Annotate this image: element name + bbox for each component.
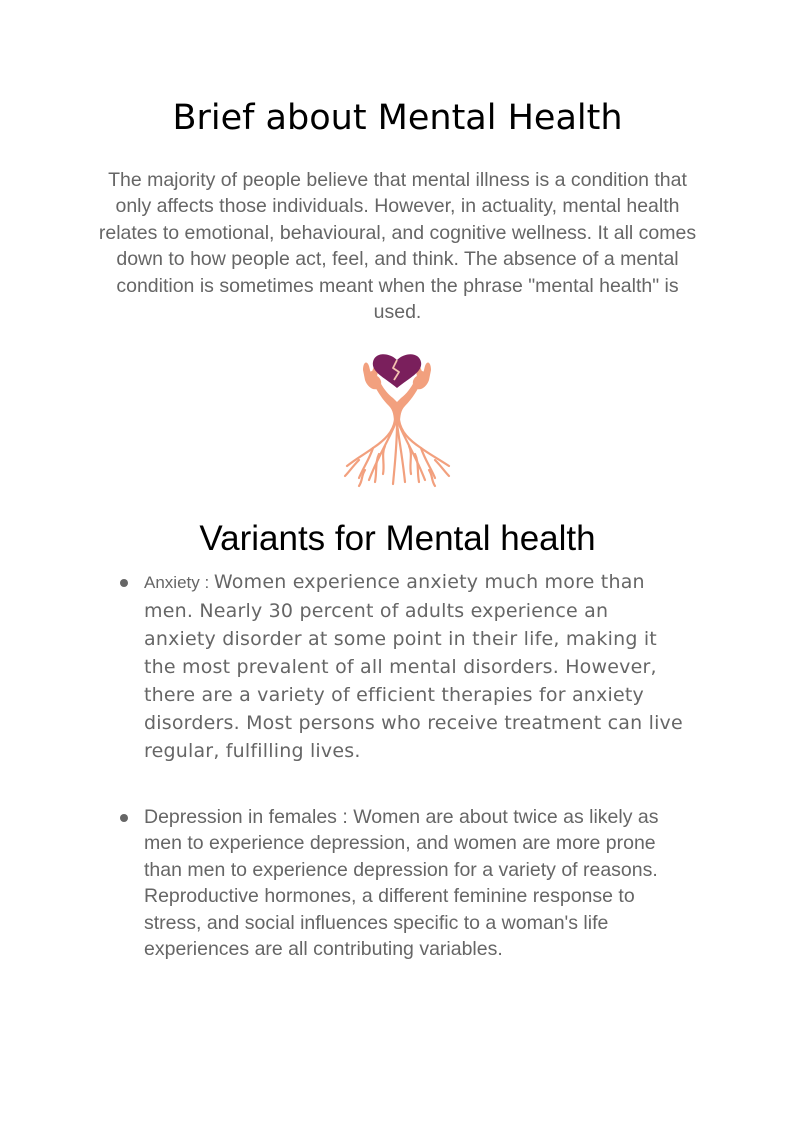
bullet-icon	[120, 579, 128, 587]
list-item-description: Women are about twice as likely as men to experience depression, and women are more prone than men to experience depression for a variety of reasons. Reproductive hormones, a different feminine response to stress, and social influences specific to a woman's life experiences are all contributing variables.	[144, 806, 659, 961]
list-item-text	[144, 568, 684, 765]
list-item-term: Anxiety	[144, 573, 200, 592]
bullet-icon	[120, 814, 128, 822]
list-item-description: Women experience anxiety much more than men. Nearly 30 percent of adults experience an anxiety disorder at some point in their life, making it the most prevalent of all mental disorders. However, there are a variety of efficient therapies for anxiety disorders. Most persons who receive treatment can live regular, fulfilling lives.	[144, 571, 683, 762]
intro-paragraph: The majority of people believe that mental illness is a condition that only affects those individuals. However, in actuality, mental health relates to emotional, behavioural, and cognitive wellness. It all comes down to how people act, feel, and think. The absence of a mental condition is sometimes meant when the phrase "mental health" is used.	[98, 169, 697, 324]
list-item-text	[144, 804, 684, 962]
list-item-separator: :	[336, 806, 354, 828]
list-item-term: Depression in females	[144, 806, 337, 828]
list-item-separator: :	[199, 573, 214, 592]
page-title: Brief about Mental Health	[172, 98, 623, 138]
section-title: Variants for Mental health	[199, 519, 596, 558]
heart-hands-roots-icon	[339, 350, 455, 488]
